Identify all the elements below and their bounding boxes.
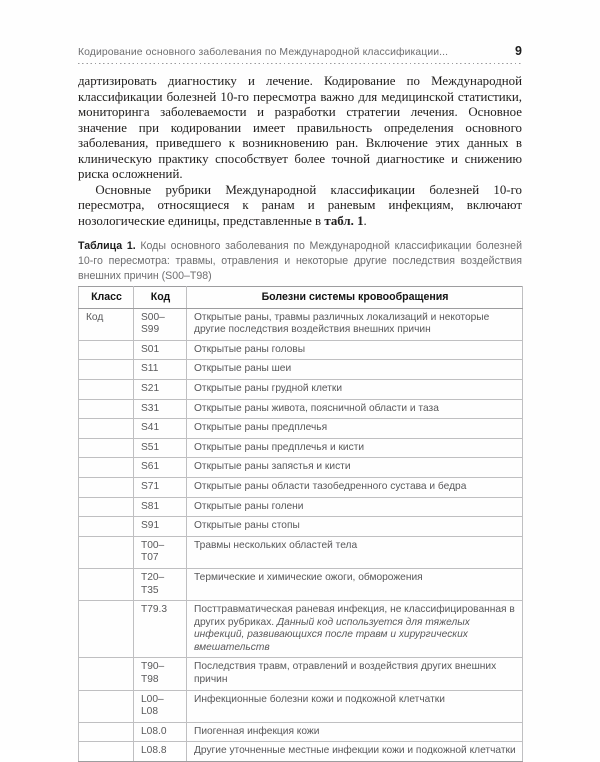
cell-name-text: Открытые раны предплечья и кисти: [194, 441, 365, 453]
table-row: [79, 742, 523, 762]
cell-code: T79.3: [134, 601, 187, 658]
table-header-row: [79, 287, 523, 309]
cell-name: [187, 658, 523, 690]
cell-name-text: Открытые раны голени: [194, 500, 304, 512]
cell-code: S31: [134, 399, 187, 419]
cell-class: [79, 517, 134, 537]
paragraph-1: [78, 74, 522, 183]
cell-class: [79, 399, 134, 419]
table-row: [79, 536, 523, 568]
table-row: [79, 399, 523, 419]
cell-name: [187, 399, 523, 419]
page-number: 9: [515, 44, 522, 58]
cell-code: L08.8: [134, 742, 187, 762]
cell-name-text: Открытые раны головы: [194, 343, 306, 355]
running-head-title: Кодирование основного заболевания по Международной классификации...: [78, 47, 449, 58]
cell-name: [187, 722, 523, 742]
table-row: [79, 379, 523, 399]
cell-name: [187, 601, 523, 658]
cell-name: [187, 379, 523, 399]
cell-class: [79, 536, 134, 568]
column-header-name: Болезни системы кровообращения: [187, 287, 523, 309]
table-row: [79, 517, 523, 537]
cell-class: [79, 690, 134, 722]
cell-code: S71: [134, 477, 187, 497]
icd-codes-table: [78, 286, 523, 762]
table-row: [79, 601, 523, 658]
cell-name: [187, 340, 523, 360]
table-head: [79, 287, 523, 309]
cell-code: T00–T07: [134, 536, 187, 568]
cell-code: L08.0: [134, 722, 187, 742]
cell-code: S91: [134, 517, 187, 537]
column-header-class: Класс: [79, 287, 134, 309]
cell-class: [79, 742, 134, 762]
cell-class: Код: [79, 308, 134, 340]
cell-code: S00–S99: [134, 308, 187, 340]
cell-name: [187, 742, 523, 762]
cell-code: T90–T98: [134, 658, 187, 690]
table-row: [79, 568, 523, 600]
cell-name-text: Открытые раны грудной клетки: [194, 382, 343, 394]
column-header-code: Код: [134, 287, 187, 309]
running-head-dotted-rule: [78, 63, 522, 64]
cell-name: [187, 690, 523, 722]
table-row: [79, 722, 523, 742]
paragraph-2-tail: .: [363, 213, 367, 228]
cell-class: [79, 379, 134, 399]
cell-name-text: Открытые раны области тазобедренного сустава и бедра: [194, 480, 467, 492]
cell-class: [79, 497, 134, 517]
table-row: [79, 477, 523, 497]
cell-class: [79, 722, 134, 742]
table-reference: табл. 1: [324, 213, 364, 228]
cell-name-text: Термические и химические ожоги, обморожения: [194, 571, 423, 583]
cell-name-text: Открытые раны стопы: [194, 520, 300, 532]
cell-name: [187, 360, 523, 380]
cell-name-text: Посттравматическая раневая инфекция, не классифицированная в других рубриках.: [194, 604, 515, 628]
table-row: [79, 419, 523, 439]
table-caption-label: Таблица 1.: [78, 240, 136, 252]
cell-code: T20–T35: [134, 568, 187, 600]
table-body: [79, 308, 523, 761]
cell-name: [187, 536, 523, 568]
cell-name: [187, 477, 523, 497]
cell-name: [187, 419, 523, 439]
table-row: [79, 458, 523, 478]
cell-code: L00–L08: [134, 690, 187, 722]
table-row: [79, 360, 523, 380]
paragraph-2-text: Основные рубрики Международной классификации болезней 10-го пересмотра, относящиеся к ранам и раневым инфекциям, включают нозологические единицы, представленные в: [78, 182, 522, 228]
cell-name-text: Открытые раны запястья и кисти: [194, 461, 351, 473]
cell-code: S11: [134, 360, 187, 380]
cell-code: S51: [134, 438, 187, 458]
cell-name-note: Данный код используется для тяжелых инфекций, развивающихся после травм и хирургических вмешательств: [194, 616, 470, 653]
paragraph-2: [78, 183, 522, 230]
cell-name-text: Инфекционные болезни кожи и подкожной клетчатки: [194, 693, 445, 705]
cell-name-text: Другие уточненные местные инфекции кожи и подкожной клетчатки: [194, 745, 516, 757]
cell-name: [187, 308, 523, 340]
cell-class: [79, 458, 134, 478]
table-row: [79, 690, 523, 722]
cell-name-text: Открытые раны, травмы различных локализаций и некоторые другие последствия воздействия внешних причин: [194, 311, 490, 336]
table-row: [79, 658, 523, 690]
cell-class: [79, 658, 134, 690]
cell-name: [187, 568, 523, 600]
icd-table-wrapper: [78, 286, 522, 762]
paragraph-1-text: дартизировать диагностику и лечение. Кодирование по Международной классификации болезней 10-го пересмотра важно для медицинской статистики, мониторинга заболеваемости и разработки стратегии лечения. Основное значение при кодировании имеет правильность определения основного заболевания, приведшего к возникновению ран. Включение этих данных в клиническую практику способствует более точной диагностике и снижению риска осложнений.: [78, 74, 522, 182]
cell-class: [79, 601, 134, 658]
table-row: [79, 497, 523, 517]
cell-class: [79, 340, 134, 360]
cell-class: [79, 568, 134, 600]
table-caption-text: Коды основного заболевания по Международной классификации болезней 10-го пересмотра: травмы, отравления и некоторые другие последствия воздействия внешних причин (S00–T98): [78, 240, 522, 283]
table-caption: [78, 239, 522, 284]
table-row: [79, 340, 523, 360]
cell-class: [79, 438, 134, 458]
cell-code: S01: [134, 340, 187, 360]
cell-code: S81: [134, 497, 187, 517]
table-row: [79, 438, 523, 458]
table-row: [79, 308, 523, 340]
body-text: [78, 74, 522, 229]
cell-name-text: Последствия травм, отравлений и воздействия других внешних причин: [194, 661, 497, 686]
cell-code: S21: [134, 379, 187, 399]
cell-class: [79, 477, 134, 497]
running-head: [78, 44, 522, 58]
cell-name: [187, 517, 523, 537]
cell-code: S41: [134, 419, 187, 439]
cell-name-text: Открытые раны живота, поясничной области и таза: [194, 402, 439, 414]
cell-name-text: Травмы нескольких областей тела: [194, 539, 358, 551]
cell-name-text: Открытые раны предплечья: [194, 422, 328, 434]
cell-name: [187, 438, 523, 458]
cell-name-text: Открытые раны шеи: [194, 363, 292, 375]
cell-name: [187, 458, 523, 478]
cell-name-text: Пиогенная инфекция кожи: [194, 725, 320, 737]
cell-class: [79, 360, 134, 380]
cell-class: [79, 419, 134, 439]
cell-name: [187, 497, 523, 517]
cell-code: S61: [134, 458, 187, 478]
